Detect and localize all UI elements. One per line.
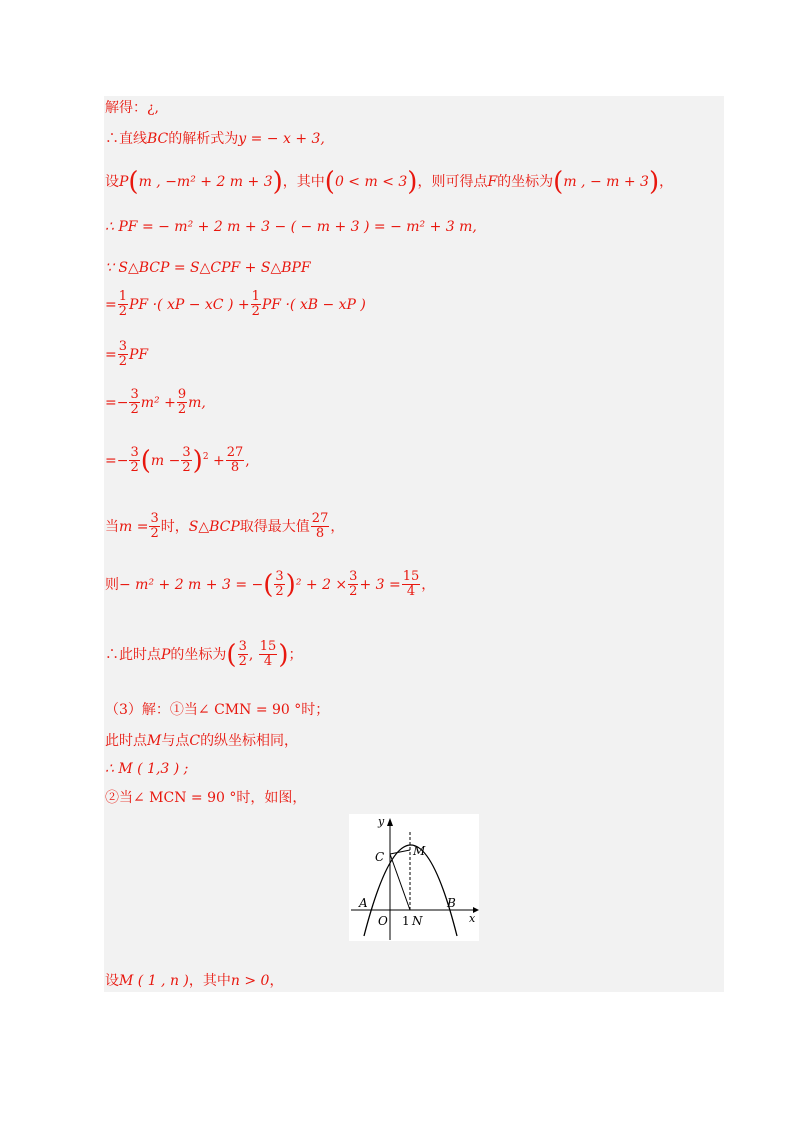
parabola-diagram [349,814,479,941]
line-p-coordinate: ∴此时点P的坐标为( $\frac{3}{2}$ , $\frac{15}{4}$ )； [105,639,303,670]
line-set-p: 设P(m , −m² + 2 m + 3)，其中(0 < m < 3)，则可得点F的坐标为(m , − m + 3)， [105,167,674,197]
line-area-sum: ∵ S△BCP = S△CPF + S△BPF [105,260,311,276]
label-c: C [375,850,385,864]
line-pf: ∴ PF = − m² + 2 m + 3 − ( − m + 3 ) = − m² + 3 m, [105,219,477,235]
line-compute-y: 则− m² + 2 m + 3 = −( $\frac{3}{2}$ )² + 2 × $\frac{3}{2}$ + 3 = $\frac{15}{4}$ ， [105,569,436,600]
line-three-half-pf: = $\frac{3}{2}$ PF [105,339,149,370]
line-quadratic: =− $\frac{3}{2}$ m² + $\frac{9}{2}$ m, [105,387,206,418]
label-b: B [447,896,456,910]
label-one: 1 [402,914,410,928]
label-m: M [413,844,426,858]
line-vertex-form: =− $\frac{3}{2}$ (m − $\frac{3}{2}$ )$^2$ + $\frac{27}{8}$ , [105,445,250,476]
label-x: x [469,912,476,925]
fraction: $\frac{1}{2}$ [118,289,128,320]
line-max-value: 当m = $\frac{3}{2}$ 时，S△BCP取得最大值 $\frac{27}{8}$ ， [105,511,345,542]
line-part3-case1: （3）解：①当∠ CMN = 90 °时； [105,702,330,718]
label-y: y [378,815,385,828]
line-m-point: ∴ M ( 1,3 ) ; [105,761,189,777]
segment-cn [390,854,410,910]
line-set-m: 设M ( 1 , n )，其中n > 0， [105,973,284,989]
label-a: A [359,896,368,910]
label-o: O [378,914,388,928]
parabola-figure [349,814,479,941]
label-n: N [412,914,423,928]
line-area-expand: = $\frac{1}{2}$ PF ·( xP − xC ) + $\frac{1}{2}$ PF ·( xB − xP ) [105,289,366,320]
line-solution-start: 解得：¿, [105,100,159,116]
y-axis-arrow [387,818,393,826]
line-part3-case2: ②当∠ MCN = 90 °时，如图， [105,790,307,806]
line-bc-equation: ∴直线BC的解析式为y = − x + 3, [105,131,325,147]
line-same-ordinate: 此时点M与点C的纵坐标相同， [105,733,299,749]
